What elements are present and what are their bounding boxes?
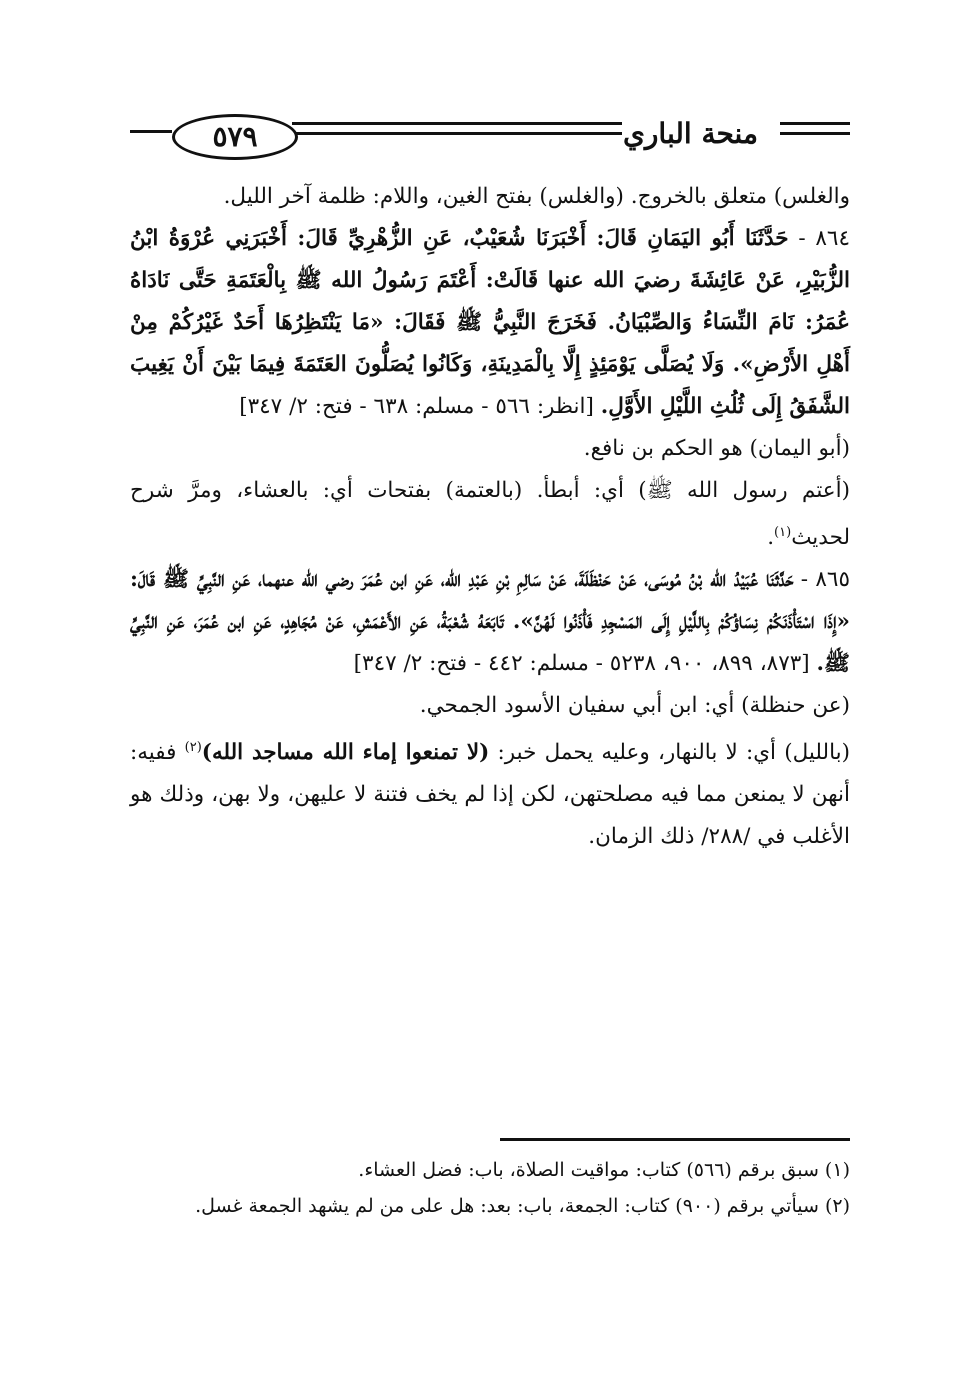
footnote-separator bbox=[500, 1138, 850, 1141]
hadith-text: حَدَّثَنَا عُبَيْدُ الله بْنُ مُوسَى، عَنْ حَنْظَلَةَ، عَنْ سَالِمِ بْنِ عَبْدِ الله، عَنِ ابن عُمَرَ رضي الله عنهما، عَنِ النَّبِيِّ ﷺ قَالَ: «إِذَا اسْتَأْذَنَكُمْ نِسَاؤُكُمْ بِاللَّيْلِ إِلَى المَسْجِدِ فَأْذَنُوا لَهُنَّ». تَابَعَهُ شُعْبَةُ، عَنِ الأَعْمَشِ، عَنْ مُجَاهِدٍ، عَنِ ابن عُمَرَ، عَنِ النَّبِيِّ ﷺ. bbox=[130, 567, 850, 677]
page-number: ٥٧٩ bbox=[172, 114, 298, 160]
header-rule-middle-lower bbox=[292, 132, 622, 135]
footnote-2: (٢) سيأتي برقم (٩٠٠) كتاب: الجمعة، باب: بعد: هل على من لم يشهد الجمعة غسل. bbox=[195, 1195, 850, 1217]
footnote-1: (١) سبق برقم (٥٦٦) كتاب: مواقيت الصلاة، باب: فضل العشاء. bbox=[358, 1159, 850, 1181]
footnote-marker[interactable]: (٢) bbox=[184, 740, 202, 756]
hadith-number: ٨٦٤ - bbox=[788, 226, 850, 251]
hadith-number: ٨٦٥ - bbox=[793, 567, 850, 593]
footnote-marker[interactable]: (١) bbox=[774, 525, 792, 540]
hadith-865 bbox=[130, 559, 850, 685]
running-title: منحة الباري bbox=[622, 117, 758, 150]
page-header bbox=[130, 108, 850, 158]
header-rule-right bbox=[780, 122, 850, 125]
commentary-paragraph: والغلس) متعلق بالخروج. (والغلس) بفتح الغين، واللام: ظلمة آخر الليل. bbox=[223, 184, 850, 209]
commentary-paragraph bbox=[130, 470, 850, 559]
footnotes bbox=[130, 1152, 850, 1224]
hadith-864 bbox=[130, 218, 850, 428]
header-rule-left bbox=[130, 130, 172, 133]
commentary-text: (بالليل) أي: لا بالنهار، وعليه يحمل خبر: bbox=[489, 740, 850, 766]
header-rule-right-lower bbox=[780, 132, 850, 135]
commentary-paragraph: (أبو اليمان) هو الحكم بن نافع. bbox=[583, 436, 850, 461]
commentary-text: (أعتم رسول الله ﷺ) أي: أبطأ. (بالعتمة) بفتحات أي: بالعشاء، ومرَّ شرح لحديث bbox=[130, 478, 850, 551]
quoted-hadith: (لا تمنعوا إماء الله مساجد الله) bbox=[201, 740, 490, 766]
commentary-paragraph: (عن حنظلة) أي: ابن أبي سفيان الأسود الجمحي. bbox=[419, 693, 850, 719]
commentary-paragraph bbox=[130, 727, 850, 858]
commentary-text: . bbox=[767, 525, 775, 551]
hadith-reference: [انظر: ٥٦٦ - مسلم: ٦٣٨ - فتح: ٢/ ٣٤٧] bbox=[239, 394, 601, 419]
header-rule-middle bbox=[292, 122, 622, 125]
commentary-text: ففيه: أنهن لا يمنعن مما فيه مصلحتهن، لكن إذا لم يخف فتنة لا عليهن، ولا بهن، وذلك هو الأغلب في /٢٨٨/ ذلك الزمان. bbox=[130, 740, 850, 850]
main-text bbox=[130, 176, 850, 858]
hadith-reference: [٨٧٣، ٨٩٩، ٩٠٠، ٥٢٣٨ - مسلم: ٤٤٢ - فتح: ٢/ ٣٤٧] bbox=[353, 651, 817, 677]
hadith-text: حَدَّثَنَا أَبُو اليَمَانِ قَالَ: أَخْبَرَنَا شُعَيْبٌ، عَنِ الزُّهْرِيِّ قَالَ: أَخْبَرَنِي عُرْوَةُ ابْنُ الزُّبَيْرِ، عَنْ عَائِشَةَ رضيَ الله عنها قَالَتْ: أَعْتَمَ رَسُولُ الله ﷺ بِالْعَتَمَةِ حَتَّى نَادَاهُ عُمَرُ: نَامَ النِّسَاءُ وَالصِّبْيَانُ. فَخَرَجَ النَّبِيُّ ﷺ فَقَالَ: «مَا يَنْتَظِرُهَا أَحَدٌ غَيْرُكُمْ مِنْ أَهْلِ الأَرْضِ». وَلَا يُصَلَّى يَوْمَئِذٍ إِلَّا بِالْمَدِينَةِ، وَكَانُوا يُصَلُّونَ العَتَمَةَ فِيمَا بَيْنَ أَنْ يَغِيبَ الشَّفَقُ إِلَى ثُلُثِ اللَّيْلِ الأَوَّلِ. bbox=[130, 226, 850, 419]
